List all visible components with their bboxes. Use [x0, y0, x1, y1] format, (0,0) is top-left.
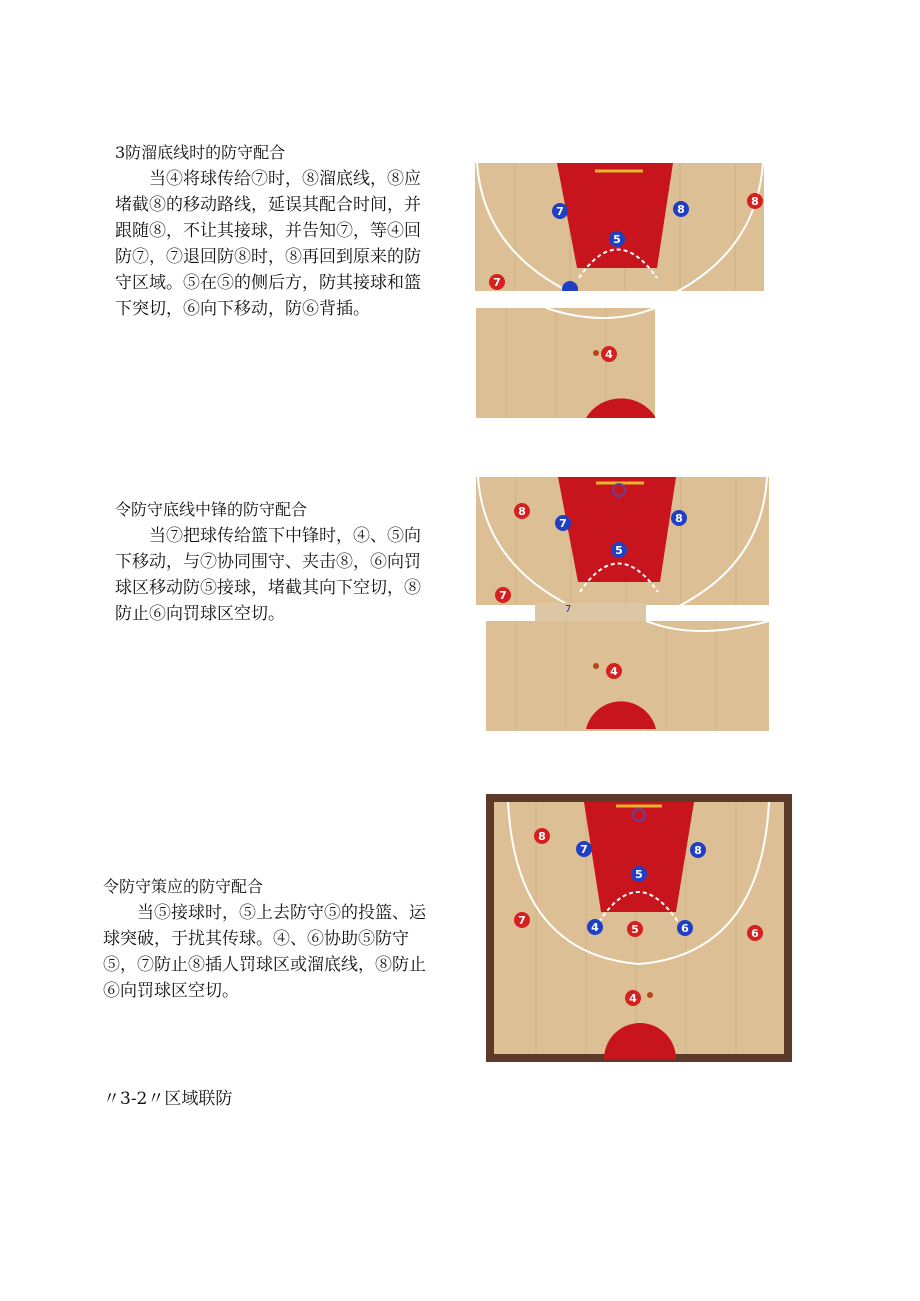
paragraph-text: 当⑤接球时，⑤上去防守⑤的投篮、运球突破，于扰其传球。④、⑥协助⑤防守⑤，⑦防止⑧插人罚球区或溜底线，⑧防止⑥向罚球区空切。: [103, 903, 426, 1001]
player-label: 7: [518, 914, 526, 927]
final-heading: 〃3-2〃区域联防: [103, 1089, 233, 1109]
paragraph-text: 当⑦把球传给篮下中锋时，④、⑤向下移动，与⑦协同围守、夹击⑧，⑥向罚球区移动防⑤接球，堵截其向下空切，⑧防止⑥向罚球区空切。: [115, 526, 421, 624]
player-label: 5: [631, 923, 639, 936]
court-diagram-1-bottom: [476, 308, 655, 418]
section-2: [115, 497, 435, 627]
section-paragraph: [115, 523, 435, 627]
section-1: [115, 140, 435, 322]
player-label: 5: [635, 868, 643, 881]
player-label: 8: [751, 195, 759, 208]
player-label: 8: [675, 512, 683, 525]
player-label: 7: [580, 843, 588, 856]
player-label: 4: [605, 348, 613, 361]
player-label: 8: [694, 844, 702, 857]
court-diagram-2-bottom: [486, 621, 769, 731]
player-label: 7: [499, 589, 507, 602]
court-diagram-3: [486, 794, 792, 1062]
player-label: 7: [493, 276, 501, 289]
section-paragraph: [115, 166, 435, 322]
paragraph-text: 当④将球传给⑦时，⑧溜底线，⑧应堵截⑧的移动路线，延误其配合时间，并跟随⑧，不让其接球，并告知⑦，等④回防⑦，⑦退回防⑧时，⑧再回到原来的防守区域。⑤在⑤的侧后方，防其接球和篮下突切，⑥向下移动，防⑥背插。: [115, 169, 421, 319]
player-label: 7: [559, 517, 567, 530]
player-label: 8: [518, 505, 526, 518]
player-label: 7: [556, 205, 564, 218]
ball-icon: [647, 992, 653, 998]
ball-icon: [593, 663, 599, 669]
court-diagram-1-top: [475, 163, 764, 291]
player-label: 6: [681, 922, 689, 935]
player-label: 4: [629, 992, 637, 1005]
player-label: 6: [751, 927, 759, 940]
player-label: 8: [538, 830, 546, 843]
player-label: 4: [610, 665, 618, 678]
section-paragraph: [103, 900, 433, 1004]
section-heading: 3防溜底线时的防守配合: [115, 143, 286, 162]
ball-icon: [593, 350, 599, 356]
court-diagram-2-top: [476, 477, 769, 605]
player-label: 4: [591, 921, 599, 934]
section-3: [103, 874, 433, 1004]
player-label: 8: [677, 203, 685, 216]
player-label: 5: [615, 544, 623, 557]
section-heading: 令防守底线中锋的防守配合: [115, 500, 308, 519]
player-label: 5: [613, 233, 621, 246]
diagram-label: 7: [565, 604, 572, 615]
section-heading: 令防守策应的防守配合: [103, 877, 264, 896]
